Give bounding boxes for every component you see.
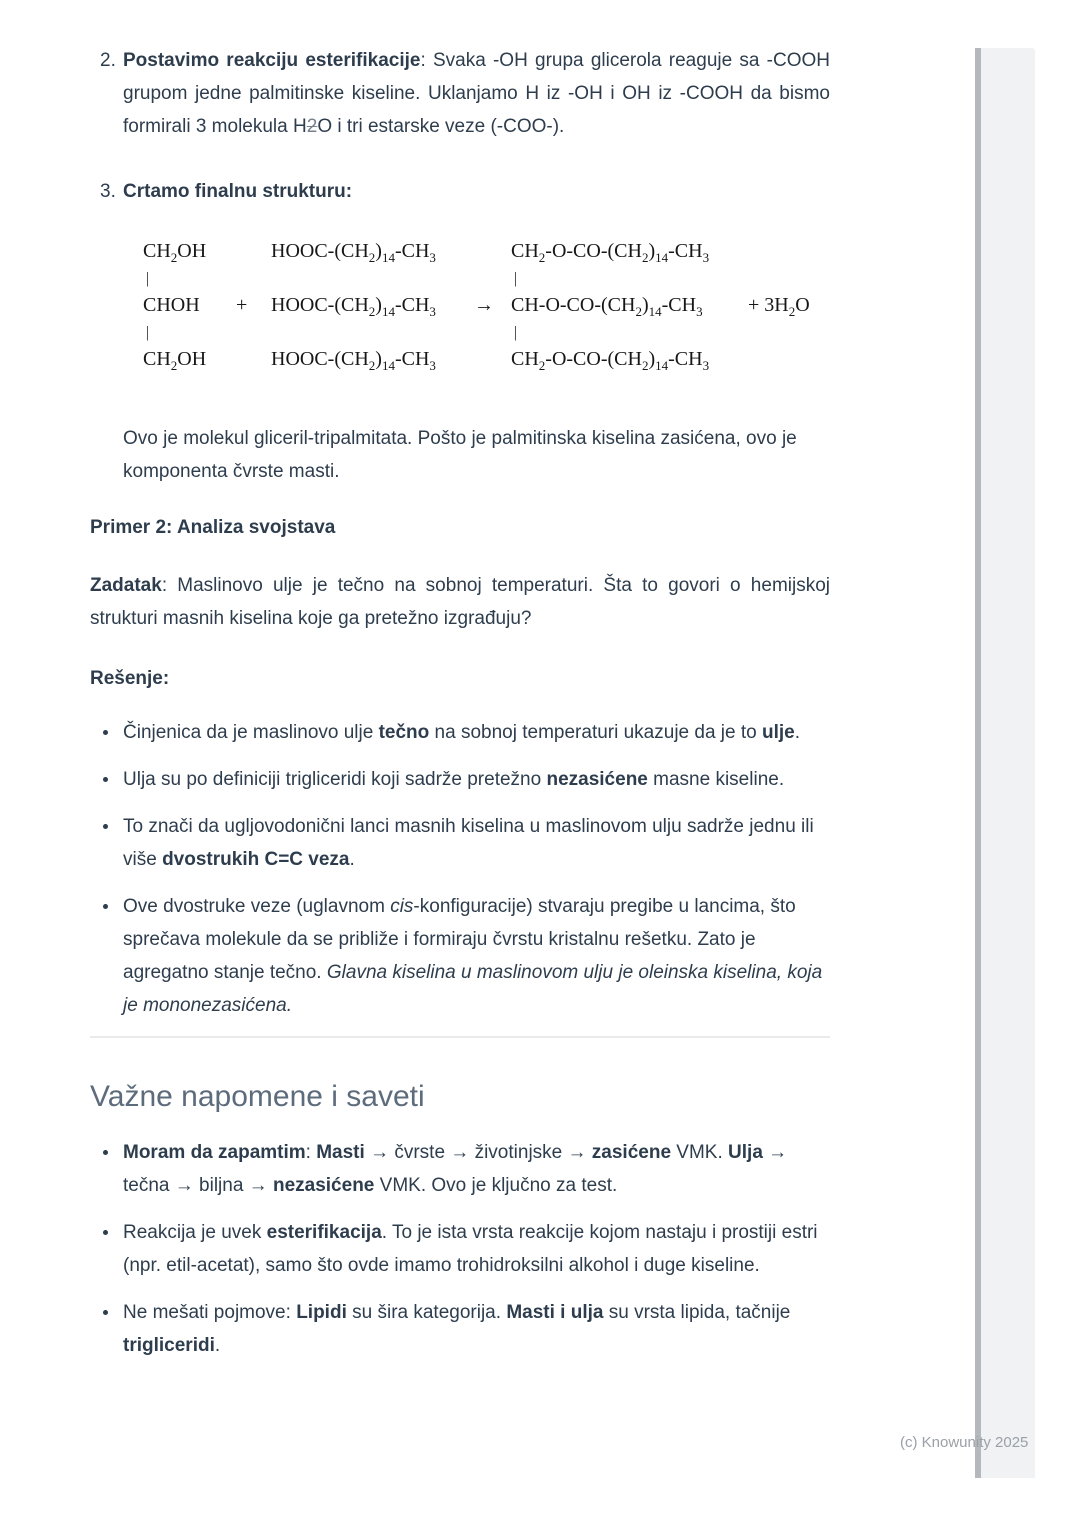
bullet-text: Činjenica da je maslinovo ulje tečno na sobnoj temperaturi ukazuje da je to ulje. — [123, 722, 801, 743]
bullet-icon — [90, 810, 123, 876]
copyright-watermark: (c) Knowunity 2025 — [900, 1434, 1029, 1451]
conclusion-paragraph: Ovo je molekul gliceril-tripalmitata. Pošto je palmitinska kiselina zasićena, ovo je komponenta čvrste masti. — [123, 428, 797, 482]
list-item — [90, 1296, 830, 1362]
list-item — [90, 890, 830, 1022]
chemical-equation — [143, 238, 830, 373]
chem-fragment — [474, 346, 511, 373]
chem-fragment — [271, 319, 474, 346]
chem-bond: | — [146, 270, 150, 287]
chem-fragment: $CH-O-CO-(CH_2)_{14}-CH_3$ — [511, 294, 703, 319]
zadatak-paragraph: Zadatak: Maslinovo ulje je tečno na sobnoj temperaturi. Šta to govori o hemijskoj strukturi masnih kiselina koje ga pretežno izgrađuju? — [90, 575, 830, 629]
numbered-item-3-text: Crtamo finalnu strukturu: — [123, 181, 353, 202]
chem-fragment: HOOC-$(CH_2)_{14}-CH_3$ — [271, 240, 436, 265]
chem-fragment: $CH_2-O-CO-(CH_2)_{14}-CH_3$ — [511, 348, 710, 373]
notes-bullet-list — [90, 1136, 830, 1362]
chem-fragment: HOOC-$(CH_2)_{14}-CH_3$ — [271, 348, 436, 373]
chem-fragment — [474, 265, 511, 292]
chem-bond: | — [146, 324, 150, 341]
notes-section-heading: Važne napomene i saveti — [90, 1080, 425, 1113]
numbered-item-2-text: Postavimo reakciju esterifikacije: Svaka -OH grupa glicerola reaguje sa -COOH grupom jedne palmitinske kiseline. Uklanjamo H iz -OH i OH iz -COOH da bismo formirali 3 molekula H2O i tri estarske veze (-COO-). — [123, 50, 830, 137]
list-item — [90, 716, 830, 749]
chem-fragment — [748, 346, 830, 373]
document-content — [90, 44, 830, 1362]
list-item — [90, 1216, 830, 1282]
bullet-icon — [90, 1216, 123, 1282]
chem-fragment — [474, 238, 511, 265]
chem-fragment — [236, 238, 271, 265]
chem-fragment: → — [474, 294, 494, 316]
bullet-text: To znači da ugljovodonični lanci masnih kiselina u maslinovom ulju sadrže jednu ili više dvostrukih C=C veza. — [123, 816, 814, 870]
resenje-bullet-list — [90, 716, 830, 1022]
chem-fragment — [271, 265, 474, 292]
bullet-icon — [90, 890, 123, 1022]
section-divider — [90, 1036, 830, 1038]
chem-fragment — [236, 346, 271, 373]
scrollbar-track[interactable] — [981, 48, 1035, 1478]
list-item — [90, 1136, 830, 1202]
chem-fragment — [236, 319, 271, 346]
bullet-text: Ne mešati pojmove: Lipidi su šira kategorija. Masti i ulja su vrsta lipida, tačnije trigliceridi. — [123, 1302, 791, 1356]
chem-fragment — [748, 238, 830, 265]
chem-fragment: CHOH — [143, 294, 200, 316]
bullet-icon — [90, 763, 123, 796]
bullet-text: Ove dvostruke veze (uglavnom cis-konfiguracije) stvaraju pregibe u lancima, što sprečava molekule da se približe i formiraju čvrstu kristalnu rešetku. Zato je agregatno stanje tečno. Glavna kiselina u maslinovom ulju je oleinska kiselina, koja je mononezasićena. — [123, 896, 823, 1016]
bullet-icon — [90, 716, 123, 749]
primer2-heading: Primer 2: Analiza svojstava — [90, 517, 336, 538]
chem-fragment — [748, 265, 830, 292]
chem-fragment: + $3H_2O$ — [748, 294, 810, 319]
chem-fragment — [236, 265, 271, 292]
chem-fragment: $CH_2OH$ — [143, 348, 207, 373]
bullet-text: Reakcija je uvek esterifikacija. To je ista vrsta reakcije kojom nastaju i prostiji estri (npr. etil-acetat), samo što ovde imamo trohidroksilni alkohol i duge kiseline. — [123, 1222, 818, 1276]
list-item — [90, 810, 830, 876]
list-number: 2. — [100, 50, 116, 71]
bullet-text: Moram da zapamtim: Masti → čvrste → životinjske → zasićene VMK. Ulja → tečna → biljna → nezasićene VMK. Ovo je ključno za test. — [123, 1142, 788, 1196]
chem-fragment: + — [236, 294, 248, 316]
chem-bond: | — [514, 270, 518, 287]
numbered-item-2 — [90, 44, 830, 143]
chem-fragment: $CH_2-O-CO-(CH_2)_{14}-CH_3$ — [511, 240, 710, 265]
chem-fragment: $CH_2OH$ — [143, 240, 207, 265]
chem-fragment: HOOC-$(CH_2)_{14}-CH_3$ — [271, 294, 436, 319]
list-item — [90, 763, 830, 796]
resenje-heading: Rešenje: — [90, 668, 170, 689]
scrollbar[interactable] — [975, 48, 1035, 1478]
bullet-text: Ulja su po definiciji trigliceridi koji sadrže pretežno nezasićene masne kiseline. — [123, 769, 785, 790]
chem-fragment — [474, 319, 511, 346]
numbered-item-3 — [90, 175, 830, 208]
chem-bond: | — [514, 324, 518, 341]
bullet-icon — [90, 1296, 123, 1362]
chem-fragment — [748, 319, 830, 346]
bullet-icon — [90, 1136, 123, 1202]
list-number: 3. — [100, 181, 116, 202]
